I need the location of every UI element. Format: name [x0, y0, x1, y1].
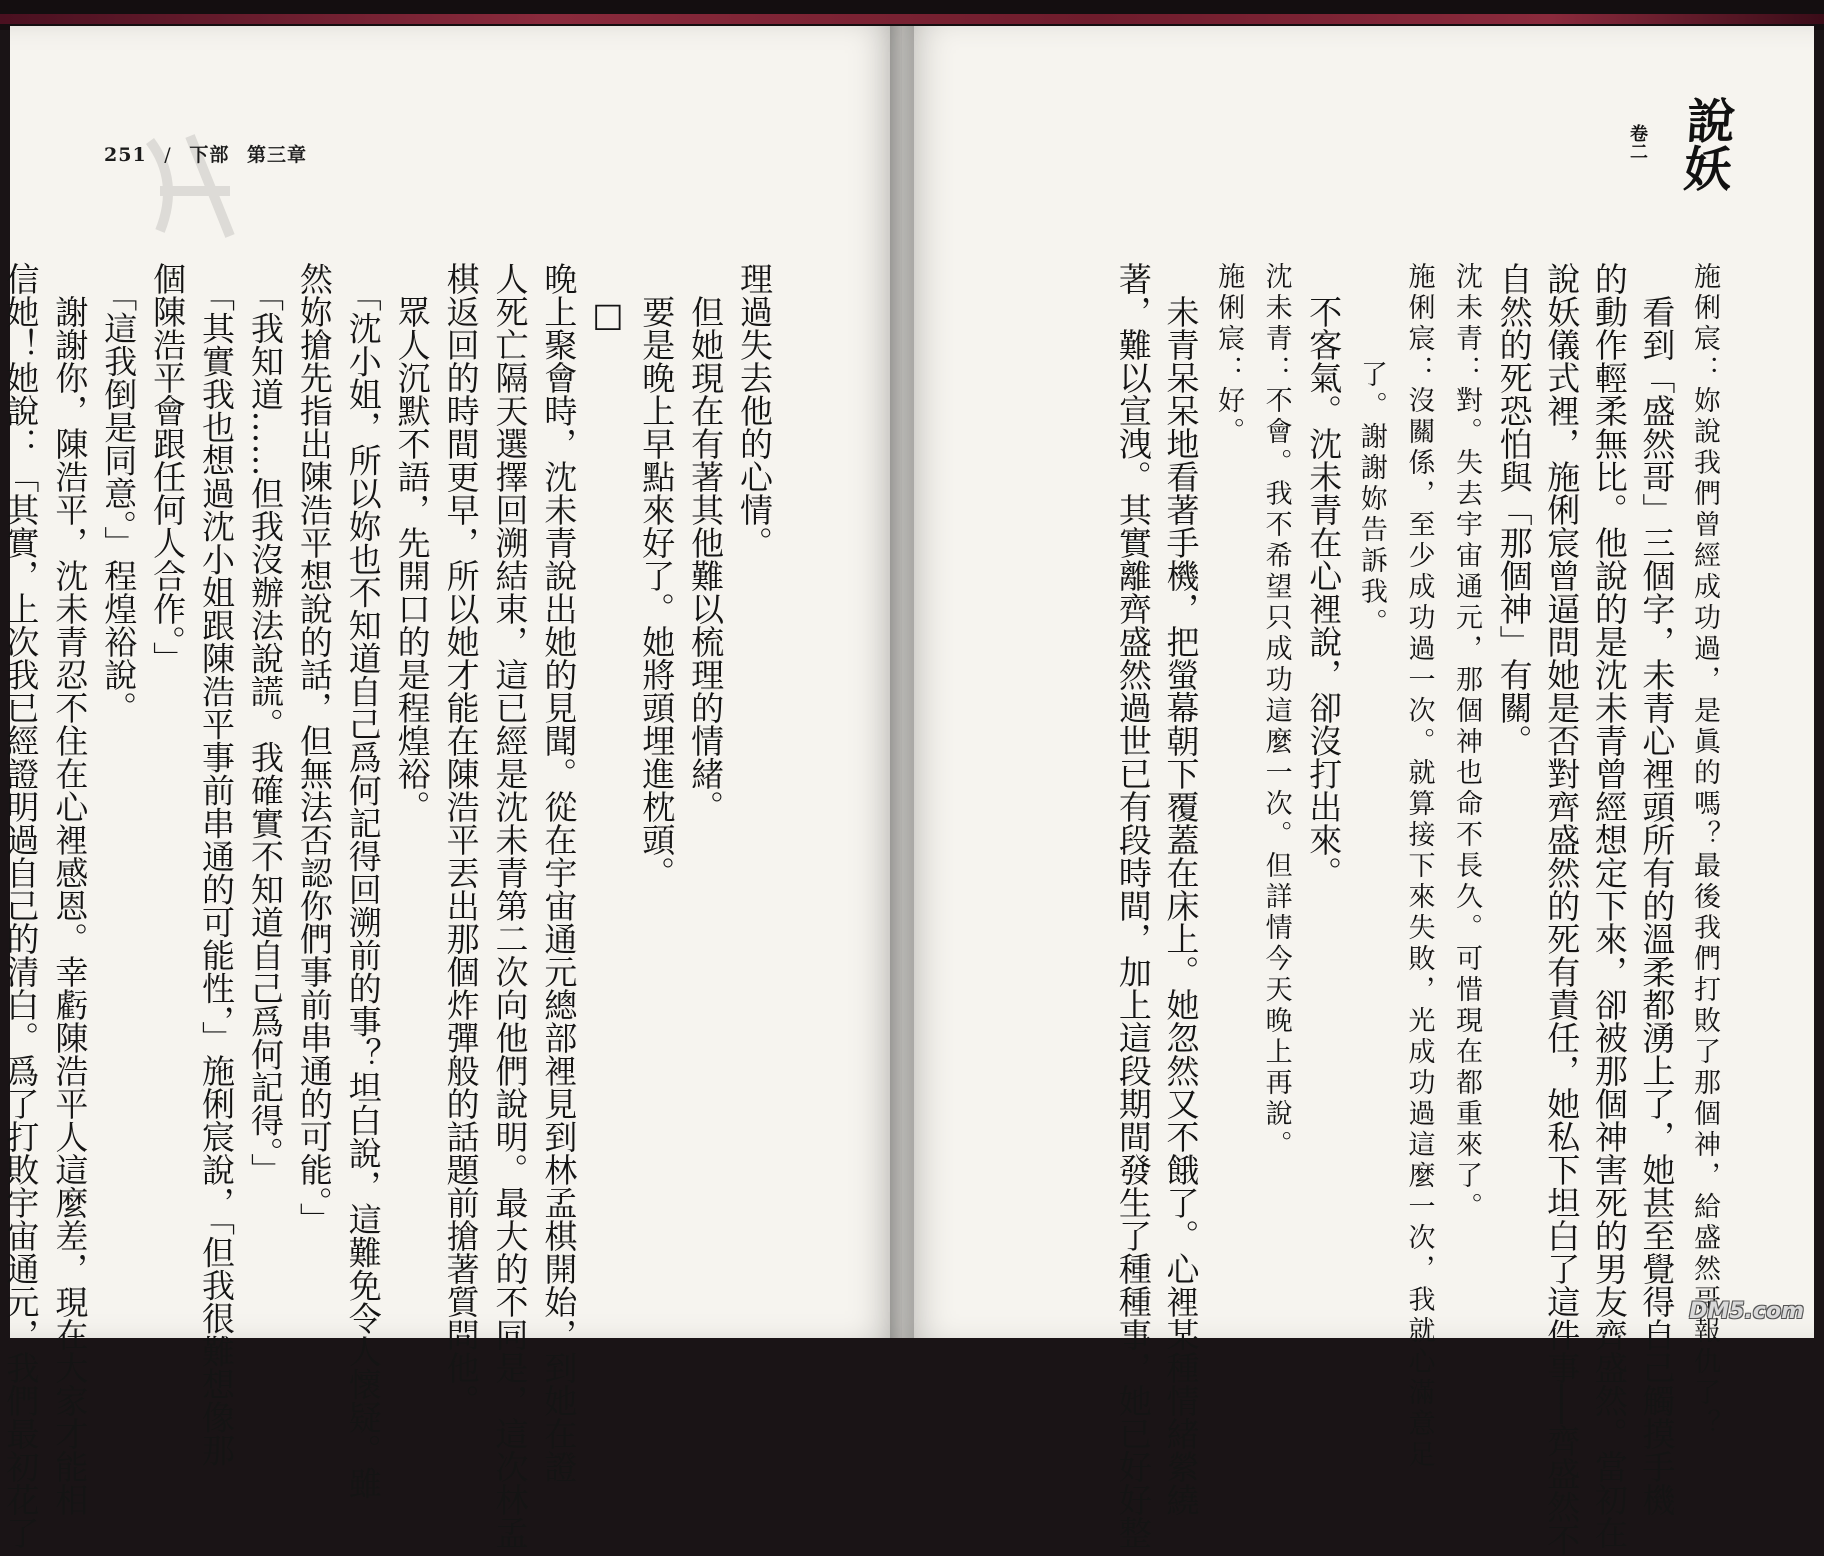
- text-line: 信她！她說：「其實，上次我已經證明過自己的清白。爲了打敗宇宙通元，我們最初花了: [1, 262, 41, 1549]
- text-line: 眾人沉默不語，先開口的是程煌裕。: [392, 262, 432, 823]
- text-line: 施俐宸：沒關係，至少成功過一次。就算接下來失敗，光成功過這麼一次，我就心滿意足: [1403, 262, 1435, 1471]
- text-line: 說妖儀式裡，施俐宸曾逼問她是否對齊盛然的死有責任，她私下坦白了這件事──齊盛然不: [1542, 262, 1582, 1556]
- text-line: 了。謝謝妳告訴我。: [1355, 360, 1387, 639]
- page-number: 251: [104, 144, 147, 166]
- text-line: 沈未青：不會。我不希望只成功這麼一次。但詳情今天晚上再說。: [1260, 262, 1292, 1161]
- text-line: 人死亡隔天選擇回溯結束，這已經是沈未青第二次向他們說明。最大的不同是，這次林孟: [490, 262, 530, 1549]
- text-line: 著，難以宣洩。其實離齊盛然過世已有段時間，加上這段期間發生了種種事，她已好好整: [1113, 262, 1153, 1549]
- right-page-text: [1109, 262, 1728, 1556]
- book-title: 說妖: [1673, 96, 1737, 192]
- text-line: 施俐宸：好。: [1213, 262, 1245, 448]
- text-line: 「這我倒是同意。」程煌裕說。: [99, 262, 139, 724]
- book-spine: [890, 26, 914, 1338]
- text-line: 看到「盛然哥」三個字，未青心裡頭所有的溫柔都湧上了，她甚至覺得自己觸摸手機: [1637, 295, 1677, 1516]
- text-line: 理過失去他的心情。: [735, 262, 774, 559]
- text-line: 棋返回的時間更早，所以她才能在陳浩平丟出那個炸彈般的話題前搶著質問他。: [441, 262, 481, 1417]
- site-watermark: DM5.com: [1689, 1299, 1804, 1324]
- text-line: 要是晚上早點來好了。她將頭埋進枕頭。: [637, 262, 677, 889]
- text-line: 未青呆呆地看著手機，把螢幕朝下覆蓋在床上。她忽然又不餓了。心裡某種情緒縈繞: [1161, 295, 1201, 1516]
- text-line: 「其實我也想過沈小姐跟陳浩平事前串通的可能性，」施俐宸說，「但我很難想像那: [197, 262, 237, 1467]
- chapter-label: 第三章: [246, 144, 307, 166]
- text-line: 然妳搶先指出陳浩平想說的話，但無法否認你們事前串通的可能。」: [294, 262, 334, 1236]
- text-line: 「沈小姐，所以妳也不知道自己爲何記得回溯前的事？坦白說，這難免令人懷疑。雖: [343, 262, 383, 1500]
- text-line: 不客氣。沈未青在心裡說，卻沒打出來。: [1304, 295, 1344, 889]
- text-line: 「我知道……但我沒辦法說謊。我確實不知道自己爲何記得。」: [245, 262, 285, 1186]
- running-header: [104, 140, 317, 167]
- section-break-mark: □: [588, 295, 628, 334]
- text-line: 自然的死恐怕與「那個神」有關。: [1494, 262, 1534, 757]
- text-line: 個陳浩平會跟任何人合作。」: [148, 262, 188, 675]
- text-line: 晚上聚會時，沈未青說出她的見聞。從在宇宙通元總部裡見到林孟棋開始，到她在證: [539, 262, 579, 1483]
- book-cover-edge: [0, 14, 1824, 24]
- volume-label: 卷二: [1627, 124, 1648, 160]
- left-page-text: [0, 262, 778, 1549]
- text-line: 的動作輕柔無比。他說的是沈未青曾經想定下來，卻被那個神害死的男友齊盛然。當初在: [1589, 262, 1629, 1549]
- text-line: 施俐宸：妳說我們曾經成功過，是眞的嗎？最後我們打敗了那個神，給盛然哥報仇了？: [1689, 262, 1720, 1440]
- text-line: 謝謝你，陳浩平，沈未青忍不住在心裡感恩。幸虧陳浩平人這麼差，現在大家才能相: [50, 262, 90, 1516]
- header-separator: /: [164, 144, 172, 166]
- part-label: 下部: [189, 144, 230, 166]
- text-line: 但她現在有著其他難以梳理的情緒。: [686, 262, 726, 823]
- book-title-block: [1624, 96, 1737, 226]
- text-line: 沈未青：對。失去宇宙通元，那個神也命不長久。可惜現在都重來了。: [1451, 262, 1483, 1223]
